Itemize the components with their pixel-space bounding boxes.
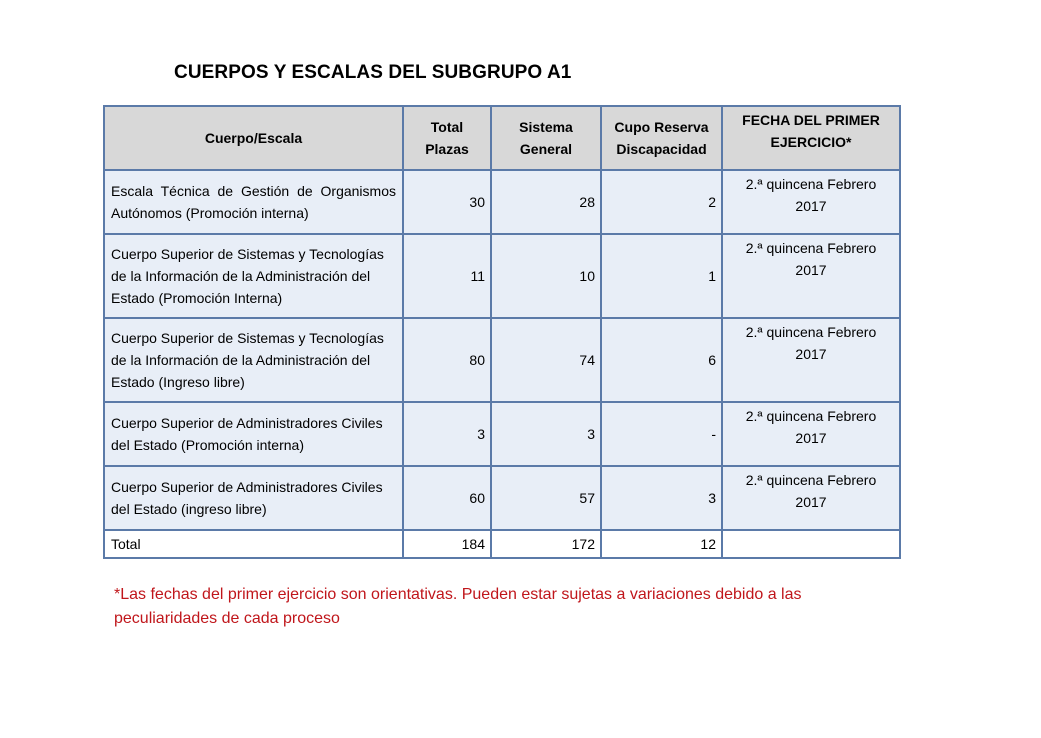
header-cuerpo-escala: Cuerpo/Escala [104,106,403,170]
header-total-plazas [403,106,491,170]
table-row [104,402,900,466]
total-plazas-sum: 184 [403,530,491,558]
row-cuerpo-name: Cuerpo Superior de Sistemas y Tecnologías de la Información de la Administración del Estado (Ingreso libre) [104,318,403,402]
header-total-line2: Plazas [425,141,469,157]
row-total-plazas: 60 [403,466,491,530]
row-cupo-reserva: 6 [601,318,722,402]
table-row [104,318,900,402]
plazas-table [103,105,901,559]
row-fecha-line1: 2.ª quincena Febrero [745,472,877,488]
row-cuerpo-name: Cuerpo Superior de Administradores Civiles del Estado (Promoción interna) [104,402,403,466]
table-row [104,466,900,530]
row-cupo-reserva: - [601,402,722,466]
row-total-plazas: 80 [403,318,491,402]
row-sistema-general: 10 [491,234,601,318]
table-total-row [104,530,900,558]
header-cupo-line1: Cupo Reserva [614,119,709,135]
row-cuerpo-name: Cuerpo Superior de Administradores Civiles del Estado (ingreso libre) [104,466,403,530]
row-fecha [722,234,900,318]
row-fecha-line1: 2.ª quincena Febrero [745,240,877,256]
row-fecha-line2: 2017 [795,494,827,510]
header-sistema-general [491,106,601,170]
row-fecha-line1: 2.ª quincena Febrero [745,324,877,340]
row-fecha-line2: 2017 [795,430,827,446]
row-cupo-reserva: 2 [601,170,722,234]
page-title: CUERPOS Y ESCALAS DEL SUBGRUPO A1 [174,62,572,83]
row-cuerpo-name: Escala Técnica de Gestión de Organismos Autónomos (Promoción interna) [104,170,403,234]
header-sistema-line1: Sistema [519,119,573,135]
row-sistema-general: 28 [491,170,601,234]
total-sistema-sum: 172 [491,530,601,558]
header-fecha-line2: EJERCICIO* [770,134,852,150]
row-sistema-general: 57 [491,466,601,530]
row-cupo-reserva: 3 [601,466,722,530]
row-fecha [722,466,900,530]
table-header-row [104,106,900,170]
header-cupo-reserva [601,106,722,170]
row-cuerpo-name: Cuerpo Superior de Sistemas y Tecnologías de la Información de la Administración del Estado (Promoción Interna) [104,234,403,318]
row-fecha-line1: 2.ª quincena Febrero [745,176,877,192]
header-cupo-line2: Discapacidad [616,141,707,157]
row-fecha-line2: 2017 [795,262,827,278]
header-sistema-line2: General [519,141,573,157]
row-total-plazas: 3 [403,402,491,466]
row-sistema-general: 3 [491,402,601,466]
row-sistema-general: 74 [491,318,601,402]
table-row [104,234,900,318]
row-fecha-line2: 2017 [795,198,827,214]
row-total-plazas: 11 [403,234,491,318]
total-label: Total [104,530,403,558]
row-fecha [722,170,900,234]
total-cupo-sum: 12 [601,530,722,558]
row-total-plazas: 30 [403,170,491,234]
footnote: *Las fechas del primer ejercicio son orientativas. Pueden estar sujetas a variaciones debido a las peculiaridades de cada proceso [114,586,802,627]
row-fecha-line2: 2017 [795,346,827,362]
row-cupo-reserva: 1 [601,234,722,318]
total-fecha-empty [722,530,900,558]
row-fecha [722,318,900,402]
header-fecha-line1: FECHA DEL PRIMER [742,112,880,128]
header-fecha-primer-ejercicio [722,106,900,170]
table-row [104,170,900,234]
header-total-line1: Total [430,119,464,135]
row-fecha [722,402,900,466]
row-fecha-line1: 2.ª quincena Febrero [745,408,877,424]
